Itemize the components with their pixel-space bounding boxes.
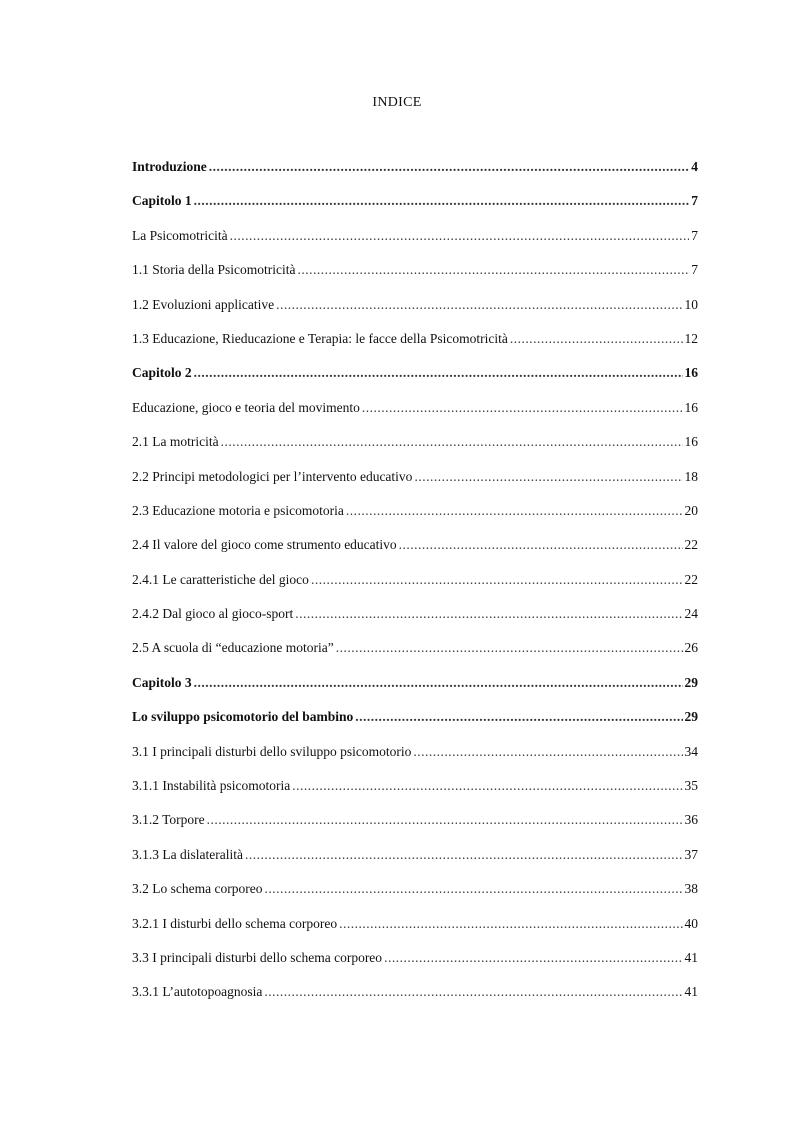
toc-entry[interactable] xyxy=(132,499,698,533)
toc-dot-leader xyxy=(346,499,683,523)
toc-entry-label: 3.3 I principali disturbi dello schema corporeo xyxy=(132,949,383,965)
toc-entry-page-number: 34 xyxy=(684,743,698,759)
toc-entry-label: Introduzione xyxy=(132,159,207,174)
toc-dot-leader xyxy=(510,327,683,351)
toc-entry-label: 3.2.1 I disturbi dello schema corporeo xyxy=(132,915,338,931)
toc-dot-leader xyxy=(194,361,683,385)
toc-entry-label: Educazione, gioco e teoria del movimento xyxy=(132,399,360,415)
toc-entry[interactable] xyxy=(132,636,698,670)
toc-dot-leader xyxy=(339,912,682,936)
toc-entry-label: 3.1.1 Instabilità psicomotoria xyxy=(132,778,291,794)
toc-entry[interactable] xyxy=(132,568,698,602)
toc-entry-page-number: 7 xyxy=(691,227,698,243)
toc-entry[interactable] xyxy=(132,293,698,327)
toc-entry-page-number: 36 xyxy=(684,812,698,828)
toc-entry-label: 3.2 Lo schema corporeo xyxy=(132,881,263,897)
toc-entry-page-number: 29 xyxy=(684,674,698,690)
toc-dot-leader xyxy=(413,740,682,764)
toc-entry-page-number: 37 xyxy=(684,846,698,862)
toc-entry[interactable] xyxy=(132,980,698,1014)
toc-dot-leader xyxy=(264,980,682,1004)
toc-entry-label: La Psicomotricità xyxy=(132,227,228,243)
toc-entry[interactable] xyxy=(132,774,698,808)
toc-entry-page-number: 35 xyxy=(684,778,698,794)
toc-entry-label: 2.5 A scuola di “educazione motoria” xyxy=(132,640,334,656)
toc-entry-page-number: 41 xyxy=(684,949,698,965)
toc-entry-label: 1.1 Storia della Psicomotricità xyxy=(132,262,296,278)
toc-entry-label: Capitolo 1 xyxy=(132,193,192,209)
toc-entry-page-number: 18 xyxy=(684,468,698,484)
toc-entry[interactable] xyxy=(132,361,698,395)
toc-entry[interactable] xyxy=(132,430,698,464)
toc-entry-label: 3.1.2 Torpore xyxy=(132,812,205,828)
toc-dot-leader xyxy=(264,877,682,901)
toc-entry-page-number: 29 xyxy=(684,709,698,725)
toc-entry-page-number: 16 xyxy=(684,434,698,450)
toc-entry-page-number: 22 xyxy=(684,537,698,553)
toc-entry-label: 2.4.1 Le caratteristiche del gioco xyxy=(132,571,309,587)
toc-entry-page-number: 41 xyxy=(684,984,698,1000)
toc-entry[interactable] xyxy=(132,877,698,911)
table-of-contents xyxy=(132,155,698,1015)
toc-entry[interactable] xyxy=(132,396,698,430)
toc-entry-label: 2.1 La motricità xyxy=(132,434,219,450)
toc-dot-leader xyxy=(194,189,690,213)
toc-dot-leader xyxy=(336,636,683,660)
toc-dot-leader xyxy=(384,946,682,970)
toc-entry[interactable] xyxy=(132,258,698,292)
toc-entry-page-number: 12 xyxy=(684,330,698,346)
toc-entry-label: 2.2 Principi metodologici per l’intervento educativo xyxy=(132,468,413,484)
toc-entry-page-number: 7 xyxy=(691,262,698,278)
toc-dot-leader xyxy=(311,568,683,592)
toc-entry-page-number: 40 xyxy=(684,915,698,931)
toc-dot-leader xyxy=(209,155,689,179)
toc-entry[interactable] xyxy=(132,602,698,636)
toc-entry-label: 3.3.1 L’autotopoagnosia xyxy=(132,984,263,1000)
toc-entry-page-number: 22 xyxy=(684,571,698,587)
toc-entry[interactable] xyxy=(132,946,698,980)
toc-entry[interactable] xyxy=(132,843,698,877)
toc-entry[interactable] xyxy=(132,155,698,189)
toc-entry-page-number: 26 xyxy=(684,640,698,656)
toc-entry[interactable] xyxy=(132,912,698,946)
toc-entry-label: Lo sviluppo psicomotorio del bambino xyxy=(132,709,354,725)
toc-entry-page-number: 16 xyxy=(684,365,698,381)
toc-entry-label: 1.3 Educazione, Rieducazione e Terapia: le facce della Psicomotricità xyxy=(132,330,508,346)
toc-entry[interactable] xyxy=(132,533,698,567)
toc-dot-leader xyxy=(362,396,683,420)
toc-entry-label: 2.4.2 Dal gioco al gioco-sport xyxy=(132,606,294,622)
toc-entry-page-number: 24 xyxy=(684,606,698,622)
toc-entry[interactable] xyxy=(132,671,698,705)
toc-dot-leader xyxy=(194,671,683,695)
page-title: INDICE xyxy=(372,95,422,110)
toc-dot-leader xyxy=(245,843,683,867)
toc-entry-label: Capitolo 2 xyxy=(132,365,192,381)
toc-dot-leader xyxy=(292,774,682,798)
toc-entry-page-number: 16 xyxy=(684,399,698,415)
toc-entry[interactable] xyxy=(132,705,698,739)
toc-entry-label: 2.4 Il valore del gioco come strumento educativo xyxy=(132,537,397,553)
toc-entry[interactable] xyxy=(132,224,698,258)
toc-dot-leader xyxy=(276,293,682,317)
toc-entry-label: 1.2 Evoluzioni applicative xyxy=(132,296,275,312)
toc-entry-page-number: 38 xyxy=(684,881,698,897)
toc-entry-label: 3.1 I principali disturbi dello sviluppo psicomotorio xyxy=(132,743,412,759)
toc-dot-leader xyxy=(297,258,689,282)
toc-dot-leader xyxy=(230,224,690,248)
toc-dot-leader xyxy=(414,465,682,489)
toc-dot-leader xyxy=(295,602,682,626)
toc-dot-leader xyxy=(355,705,682,729)
toc-entry-page-number: 20 xyxy=(684,502,698,518)
toc-entry-label: Capitolo 3 xyxy=(132,674,192,690)
toc-entry-label: 3.1.3 La dislateralità xyxy=(132,846,243,862)
toc-entry[interactable] xyxy=(132,465,698,499)
toc-entry-page-number: 4 xyxy=(691,159,698,174)
toc-entry[interactable] xyxy=(132,740,698,774)
toc-entry[interactable] xyxy=(132,808,698,842)
toc-entry[interactable] xyxy=(132,327,698,361)
toc-entry-page-number: 10 xyxy=(684,296,698,312)
toc-dot-leader xyxy=(221,430,683,454)
toc-entry-label: 2.3 Educazione motoria e psicomotoria xyxy=(132,502,344,518)
toc-dot-leader xyxy=(207,808,683,832)
toc-entry-page-number: 7 xyxy=(691,193,698,209)
toc-entry[interactable] xyxy=(132,189,698,223)
toc-dot-leader xyxy=(399,533,683,557)
